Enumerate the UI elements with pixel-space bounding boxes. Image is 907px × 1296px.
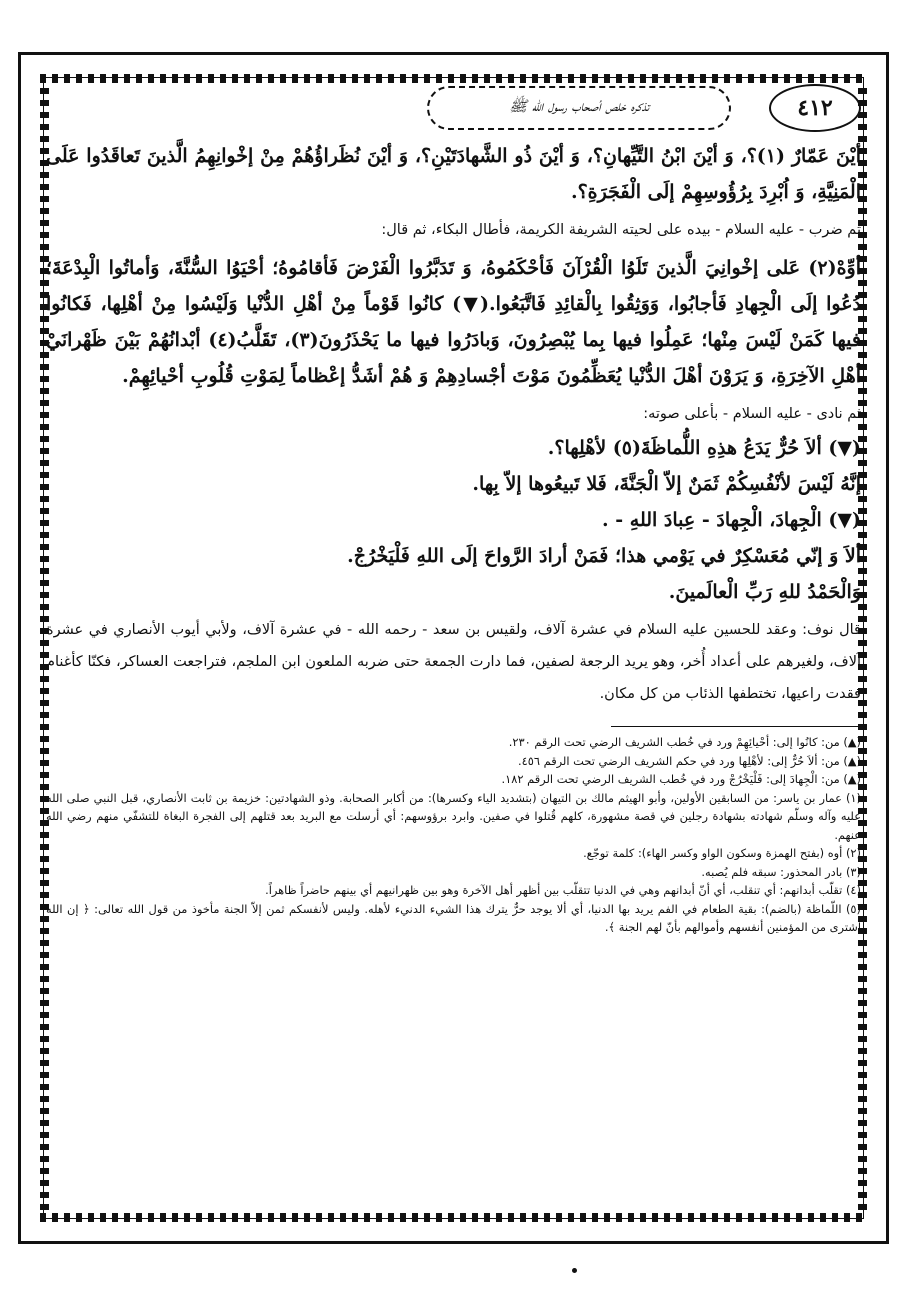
quote-line-5: (▼) الْجِهادَ، الْجِهادَ - عِبادَ اللهِ - . [602,509,861,531]
page-content [46,78,861,1228]
narration-paragraph-2: ثم نادى - عليه السلام - بأعلى صوته: [643,406,861,422]
quote-paragraph-1: أيْنَ عَمّارٌ (١)؟، وَ أيْنَ ابْنُ التَّيِّهانِ؟، وَ أيْنَ ذُو الشَّهادَتَيْنِ؟، وَ أيْنَ نُظَراؤُهُمْ مِنْ إخْوانِهِمُ الَّذينَ تَعاقَدُوا عَلَى الْمَنِيَّةِ، وَ اُبْرِدَ بِرُؤُوسِهِمْ إلَى الْفَجَرَةِ؟. [46,145,861,203]
footnotes [46,733,861,937]
quote-paragraph-2: أوِّهْ(٢) عَلى إخْوانِيَ الَّذينَ تَلَوُا الْقُرْآنَ فَأحْكَمُوهُ، وَ تَدَبَّرُوا الْفَرْضَ فَأقامُوهُ؛ أحْيَوُا السُّنَّةَ، وَأماتُوا الْبِدْعَةَ؛ دُعُوا إلَى الْجِهادِ فَأجابُوا، وَوَثِقُوا بِالْقائِدِ فَاتَّبَعُوا.(▼) كانُوا قَوْماً مِنْ أهْلِ الدُّنْيا وَلَيْسُوا مِنْ أهْلِها، فَكانُوا فيها كَمَنْ لَيْسَ مِنْها؛ عَمِلُوا فيها بِما يُبْصِرُونَ، وَبادَرُوا فيها ما يَحْذَرُونَ(٣)، تَقَلَّبُ(٤) أبْدانُهُمْ بَيْنَ ظَهْرانَيْ أهْلِ الآخِرَةِ، وَ يَرَوْنَ أهْلَ الدُّنْيا يُعَظِّمُونَ مَوْتَ أجْسادِهِمْ وَ هُمْ أشَدُّ إعْظاماً لِمَوْتِ قُلُوبِ أحْيائِهِمْ. [46,257,861,387]
footnote-4: (٤) تقلّب أبدانهم: أي تنقلب، أي أنّ أبدانهم وهي في الدنيا تتقلّب بين أظهر أهل الآخرة وهو بين ظهرانيهم أي بينهم حاضراً ظاهراً. [265,883,861,897]
footnote-1: (١) عمار بن ياسر: من السابقين الأولين، وأبو الهيثم مالك بن التيهان (بتشديد الياء وكسرها): من أكابر الصحابة. وذو الشهادتين: خزيمة بن ثابت الأنصاري، قبل النبي صلى الله عليه وآله وسلّم شهادته بشهادة رجلين في قصة مشهورة، كلهم قُتلوا في صفين. وابرد برؤوسهم: أي أرسلت مع البريد بعد قتلهم إلى الفجرة البغاة للتشفّي منهم رضي الله عنهم. [46,790,861,842]
narration-paragraph-1: ثم ضرب - عليه السلام - بيده على لحيته الشريفة الكريمة، فأطال البكاء، ثم قال: [381,222,861,238]
quote-line-4: إنَّهُ لَيْسَ لأنْفُسِكُمْ ثَمَنٌ إلاّ الْجَنَّةَ، فَلا تَبيعُوها إلاّ بِها. [472,473,861,495]
footnote-source-2: (▲) من: ألاَ حُرٌّ إلى: لأهْلِها ورد في حكم الشريف الرضي تحت الرقم ٤٥٦. [518,753,861,768]
quote-line-6: ألاَ وَ إنّي مُعَسْكِرٌ في يَوْمي هذا؛ فَمَنْ أرادَ الرَّواحَ إلَى اللهِ فَلْيَخْرُجْ. [347,545,861,567]
running-title: تذكره خلص أصحاب رسول الله ﷺ [427,86,731,130]
footnote-2: (٢) أوه (بفتح الهمزة وسكون الواو وكسر الهاء): كلمة توجّع. [583,846,861,860]
page-header [46,78,861,138]
footnote-source-1: (▲) من: كانُوا إلى: أحْيائِهِمْ ورد في خُطب الشريف الرضي تحت الرقم ٢٣٠. [508,735,861,749]
footnote-5: (٥) اللّماظة (بالضم): بقية الطعام في الفم يريد بها الدنيا، أي ألا يوجد حرٌّ يترك هذا الشيء الدنيء لأهله. وليس لأنفسكم ثمن إلاّ الجنة مأخوذ من قول الله تعالى: ﴿ إن الله اشترى من المؤمنين أنفسهم وأموالهم بأنّ لهم الجنة ﴾. [46,901,861,934]
footnote-source-3: (▲) من: الْجِهادَ إلى: فَلْيَخْرُجْ ورد في خُطب الشريف الرضي تحت الرقم ١٨٢. [501,772,861,786]
narration-paragraph-3: قال نوف: وعقد للحسين عليه السلام في عشرة آلاف، ولقيس بن سعد - رحمه الله - في عشرة آلاف، ولأبي أيوب الأنصاري في عشرة آلاف، ولغيرهم على أعداد أُخر، وهو يريد الرجعة لصفين، فما دارت الجمعة حتى ضربه الملعون ابن الملجم، فتراجعت العساكر، فكنّا كأغنام فقدت راعيها، تختطفها الذئاب من كل مكان. [46,622,861,702]
footnote-3: (٣) بادر المحذور: سبقه فلم يُصبه. [701,864,861,879]
quote-line-3: (▼) ألاَ حُرٌّ يَدَعُ هذِهِ اللُّماظَةَ(٥) لأهْلِها؟. [547,437,861,459]
quote-line-7: وَالْحَمْدُ للهِ رَبِّ الْعالَمينَ. [668,581,861,603]
footnote-separator [611,726,861,727]
scan-mark [572,1268,577,1273]
page-number: ٤١٢ [769,84,861,132]
